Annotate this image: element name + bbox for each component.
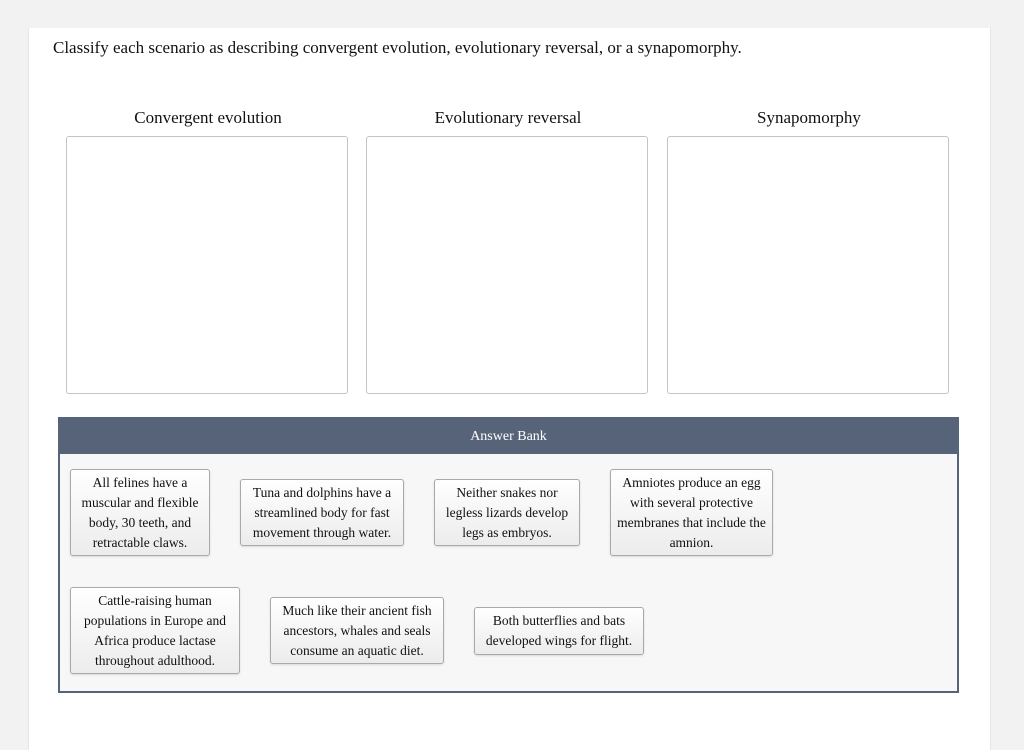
answer-chip-felines[interactable]: All felines have a muscular and flexible body, 30 teeth, and retractable claws.	[70, 469, 210, 556]
answer-chip-snakes-lizards[interactable]: Neither snakes nor legless lizards develop legs as embryos.	[434, 479, 580, 546]
category-title-evolutionary-reversal: Evolutionary reversal	[434, 108, 582, 127]
dropzone-synapomorphy[interactable]	[667, 136, 949, 394]
answer-chip-amniotes[interactable]: Amniotes produce an egg with several protective membranes that include the amnion.	[610, 469, 773, 556]
answer-chip-tuna-dolphins[interactable]: Tuna and dolphins have a streamlined body for fast movement through water.	[240, 479, 404, 546]
question-prompt: Classify each scenario as describing convergent evolution, evolutionary reversal, or a synapomorphy.	[53, 38, 742, 57]
answer-chip-butterflies-bats[interactable]: Both butterflies and bats developed wings for flight.	[474, 607, 644, 655]
category-title-synapomorphy: Synapomorphy	[757, 108, 861, 127]
answer-bank-header: Answer Bank	[60, 419, 957, 454]
category-title-convergent-evolution: Convergent evolution	[134, 108, 282, 127]
dropzone-convergent-evolution[interactable]	[66, 136, 348, 394]
dropzone-evolutionary-reversal[interactable]	[366, 136, 648, 394]
answer-chip-whales-seals[interactable]: Much like their ancient fish ancestors, whales and seals consume an aquatic diet.	[270, 597, 444, 664]
answer-chip-cattle-lactase[interactable]: Cattle-raising human populations in Europe and Africa produce lactase throughout adulthood.	[70, 587, 240, 674]
